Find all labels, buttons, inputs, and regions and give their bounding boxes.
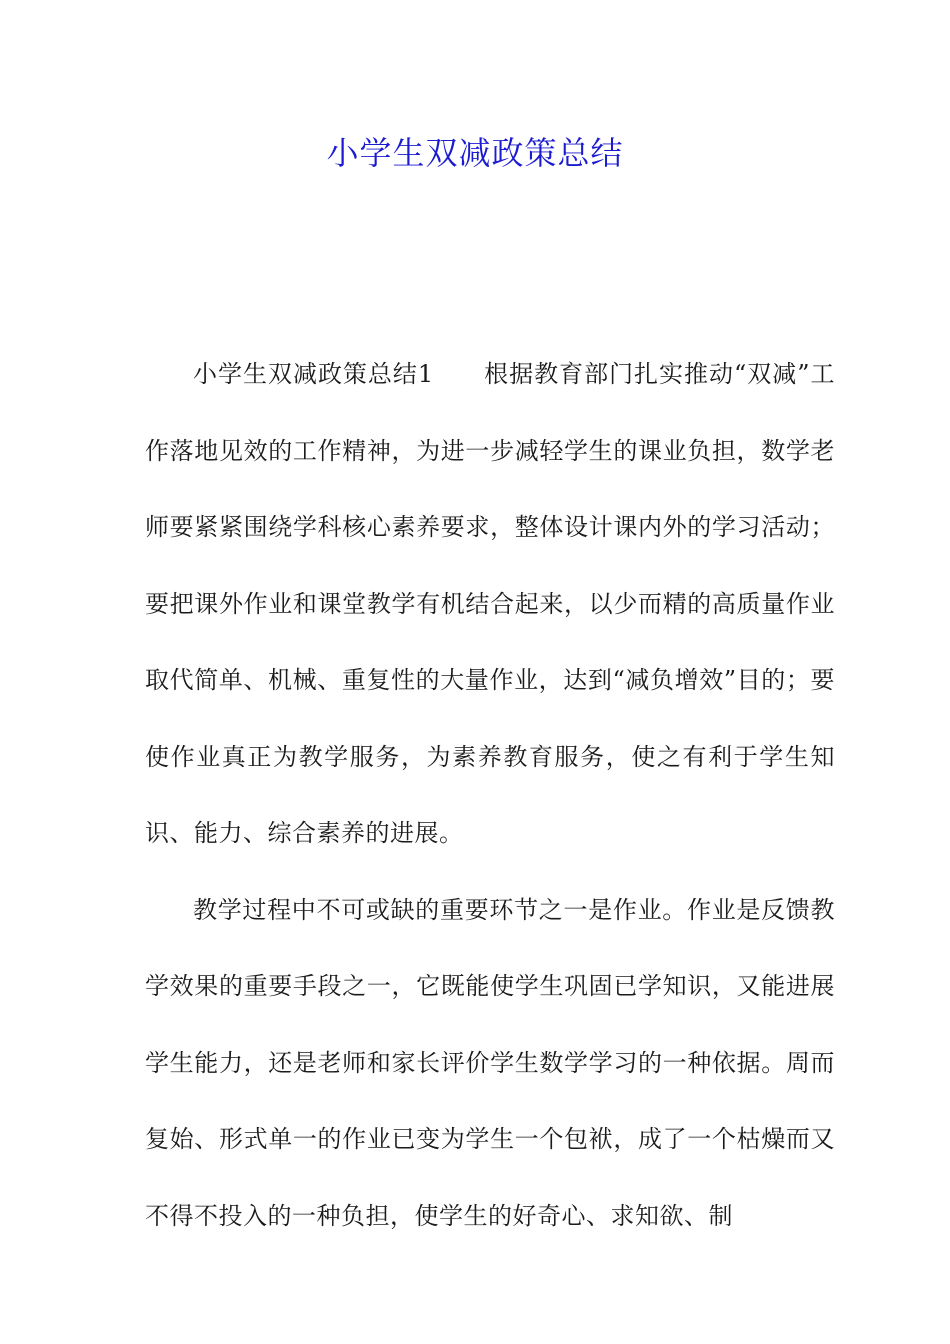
document-title: 小学生双减政策总结 xyxy=(326,134,624,172)
document-body xyxy=(145,336,835,1254)
paragraph-1: 小学生双减政策总结1 根据教育部门扎实推动“双减”工作落地见效的工作精神，为进一步减轻学生的课业负担，数学老师要紧紧围绕学科核心素养要求，整体设计课内外的学习活动；要把课外作业和课堂教学有机结合起来，以少而精的高质量作业取代简单、机械、重复性的大量作业，达到“减负增效”目的；要使作业真正为教学服务，为素养教育服务，使之有利于学生知识、能力、综合素养的进展。 xyxy=(145,360,835,847)
paragraph-2: 教学过程中不可或缺的重要环节之一是作业。作业是反馈教学效果的重要手段之一，它既能使学生巩固已学知识，又能进展学生能力，还是老师和家长评价学生数学学习的一种依据。周而复始、形式单一的作业已变为学生一个包袱，成了一个枯燥而又不得不投入的一种负担，使学生的好奇心、求知欲、制 xyxy=(145,895,835,1230)
